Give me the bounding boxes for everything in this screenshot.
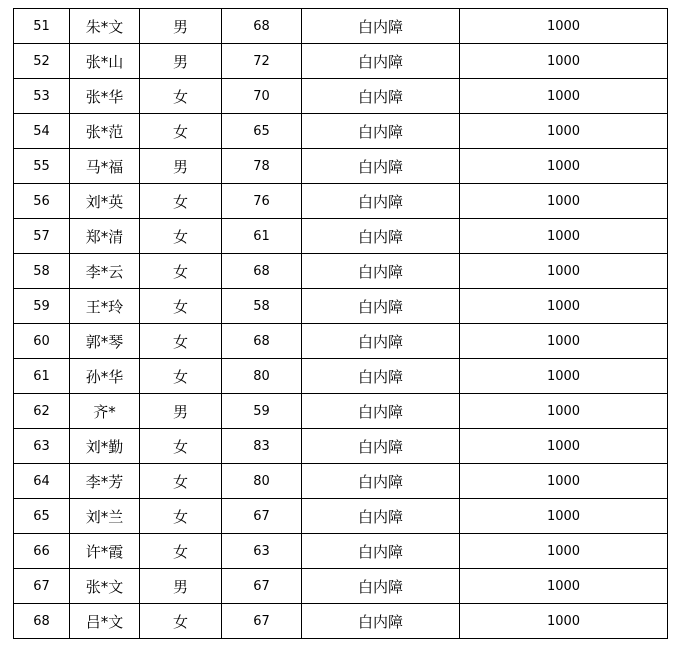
cell-age: 67 (222, 604, 302, 639)
cell-diagnosis: 白内障 (302, 534, 460, 569)
cell-name: 朱*文 (70, 9, 140, 44)
cell-gender: 女 (140, 604, 222, 639)
patient-table-body (14, 9, 668, 639)
cell-diagnosis: 白内障 (302, 9, 460, 44)
cell-name: 张*华 (70, 79, 140, 114)
cell-diagnosis: 白内障 (302, 324, 460, 359)
cell-diagnosis: 白内障 (302, 499, 460, 534)
cell-diagnosis: 白内障 (302, 79, 460, 114)
cell-number: 59 (14, 289, 70, 324)
cell-name: 齐* (70, 394, 140, 429)
table-row (14, 254, 668, 289)
cell-number: 53 (14, 79, 70, 114)
cell-amount: 1000 (460, 289, 668, 324)
table-row (14, 604, 668, 639)
cell-age: 67 (222, 569, 302, 604)
cell-number: 66 (14, 534, 70, 569)
table-row (14, 114, 668, 149)
cell-name: 刘*英 (70, 184, 140, 219)
cell-age: 63 (222, 534, 302, 569)
cell-name: 张*山 (70, 44, 140, 79)
patient-table (13, 8, 668, 639)
cell-age: 59 (222, 394, 302, 429)
cell-age: 65 (222, 114, 302, 149)
table-row (14, 499, 668, 534)
cell-age: 67 (222, 499, 302, 534)
cell-number: 57 (14, 219, 70, 254)
cell-amount: 1000 (460, 464, 668, 499)
table-row (14, 394, 668, 429)
cell-gender: 女 (140, 359, 222, 394)
cell-gender: 女 (140, 254, 222, 289)
cell-amount: 1000 (460, 79, 668, 114)
cell-amount: 1000 (460, 9, 668, 44)
cell-diagnosis: 白内障 (302, 359, 460, 394)
cell-diagnosis: 白内障 (302, 464, 460, 499)
cell-age: 68 (222, 254, 302, 289)
cell-amount: 1000 (460, 429, 668, 464)
cell-diagnosis: 白内障 (302, 254, 460, 289)
cell-diagnosis: 白内障 (302, 184, 460, 219)
cell-number: 54 (14, 114, 70, 149)
cell-amount: 1000 (460, 359, 668, 394)
table-row (14, 324, 668, 359)
table-row (14, 219, 668, 254)
cell-name: 郭*琴 (70, 324, 140, 359)
cell-number: 64 (14, 464, 70, 499)
cell-gender: 女 (140, 219, 222, 254)
cell-number: 55 (14, 149, 70, 184)
cell-age: 80 (222, 464, 302, 499)
cell-age: 68 (222, 324, 302, 359)
cell-diagnosis: 白内障 (302, 149, 460, 184)
cell-diagnosis: 白内障 (302, 604, 460, 639)
cell-number: 51 (14, 9, 70, 44)
cell-age: 83 (222, 429, 302, 464)
cell-age: 78 (222, 149, 302, 184)
cell-name: 李*芳 (70, 464, 140, 499)
cell-gender: 女 (140, 429, 222, 464)
cell-name: 许*霞 (70, 534, 140, 569)
table-row (14, 569, 668, 604)
cell-amount: 1000 (460, 114, 668, 149)
cell-diagnosis: 白内障 (302, 429, 460, 464)
table-row (14, 184, 668, 219)
cell-name: 张*文 (70, 569, 140, 604)
cell-age: 72 (222, 44, 302, 79)
cell-gender: 男 (140, 9, 222, 44)
cell-amount: 1000 (460, 324, 668, 359)
cell-diagnosis: 白内障 (302, 44, 460, 79)
cell-gender: 女 (140, 534, 222, 569)
cell-gender: 女 (140, 289, 222, 324)
table-row (14, 464, 668, 499)
cell-name: 吕*文 (70, 604, 140, 639)
cell-amount: 1000 (460, 184, 668, 219)
cell-age: 58 (222, 289, 302, 324)
cell-name: 李*云 (70, 254, 140, 289)
cell-number: 67 (14, 569, 70, 604)
table-row (14, 79, 668, 114)
cell-amount: 1000 (460, 394, 668, 429)
cell-name: 马*福 (70, 149, 140, 184)
cell-age: 61 (222, 219, 302, 254)
table-row (14, 149, 668, 184)
cell-diagnosis: 白内障 (302, 569, 460, 604)
cell-gender: 男 (140, 394, 222, 429)
cell-amount: 1000 (460, 499, 668, 534)
cell-number: 60 (14, 324, 70, 359)
cell-number: 65 (14, 499, 70, 534)
cell-gender: 女 (140, 79, 222, 114)
cell-name: 孙*华 (70, 359, 140, 394)
cell-gender: 女 (140, 464, 222, 499)
cell-age: 76 (222, 184, 302, 219)
cell-name: 郑*清 (70, 219, 140, 254)
table-row (14, 359, 668, 394)
cell-gender: 男 (140, 569, 222, 604)
cell-number: 52 (14, 44, 70, 79)
cell-diagnosis: 白内障 (302, 219, 460, 254)
cell-number: 56 (14, 184, 70, 219)
cell-diagnosis: 白内障 (302, 289, 460, 324)
cell-gender: 女 (140, 324, 222, 359)
cell-name: 刘*勤 (70, 429, 140, 464)
cell-number: 68 (14, 604, 70, 639)
table-row (14, 289, 668, 324)
cell-gender: 男 (140, 44, 222, 79)
table-row (14, 9, 668, 44)
table-row (14, 44, 668, 79)
cell-gender: 女 (140, 114, 222, 149)
cell-diagnosis: 白内障 (302, 114, 460, 149)
cell-amount: 1000 (460, 149, 668, 184)
cell-name: 王*玲 (70, 289, 140, 324)
cell-gender: 男 (140, 149, 222, 184)
cell-number: 63 (14, 429, 70, 464)
cell-gender: 女 (140, 184, 222, 219)
cell-name: 刘*兰 (70, 499, 140, 534)
cell-age: 80 (222, 359, 302, 394)
cell-number: 62 (14, 394, 70, 429)
cell-amount: 1000 (460, 569, 668, 604)
cell-amount: 1000 (460, 534, 668, 569)
cell-name: 张*范 (70, 114, 140, 149)
table-row (14, 534, 668, 569)
cell-amount: 1000 (460, 44, 668, 79)
cell-amount: 1000 (460, 604, 668, 639)
cell-amount: 1000 (460, 219, 668, 254)
cell-gender: 女 (140, 499, 222, 534)
cell-age: 68 (222, 9, 302, 44)
table-row (14, 429, 668, 464)
cell-number: 61 (14, 359, 70, 394)
cell-age: 70 (222, 79, 302, 114)
cell-amount: 1000 (460, 254, 668, 289)
cell-number: 58 (14, 254, 70, 289)
cell-diagnosis: 白内障 (302, 394, 460, 429)
